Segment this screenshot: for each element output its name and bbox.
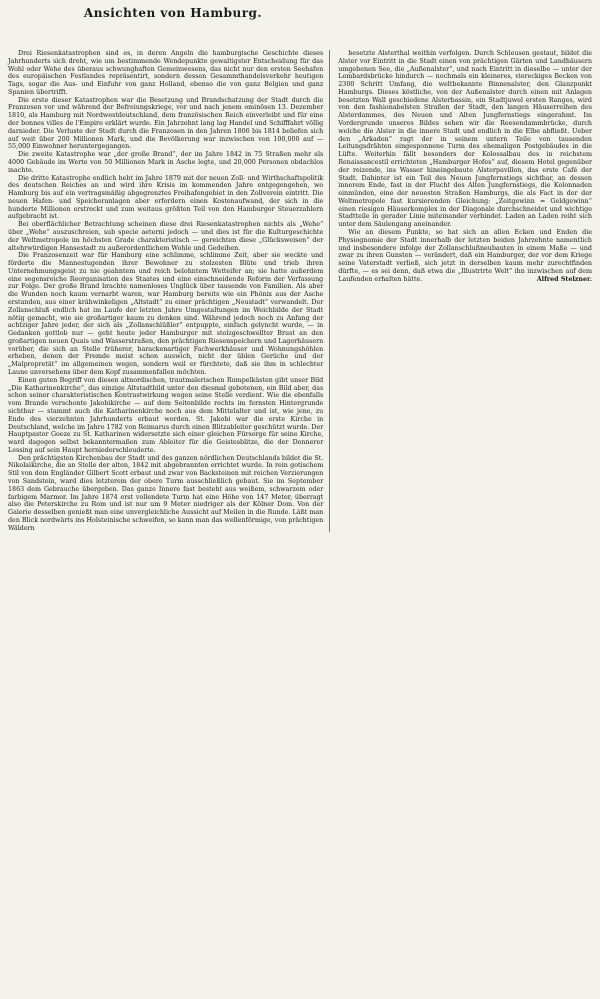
paragraph: Den prächtigsten Kirchenbau der Stadt und des ganzen nördlichen Deutschlands bildet die St. Nikolaikirche, die an Stelle der alten, 1842 mit abgebrannten errichtet wurde. In rein gotischem Stil von dem Engländer Gilbert Scott erbaut und zwar von Backsteinen mit reichen Verzierungen von Sandstein, ward dies letzterem der obere Turm ausschließlich gebaut. Sie im September 1863 dem Gebrauche übergeben. Das ganze Innere fast besteht aus weißem, schwarzem oder farbigem Marmor. Im Jahre 1874 erst vollendete Turm hat eine Höhe von 147 Meter, überragt also die Peterskirche zu Rom und ist nur um 9 Meter niedriger als der Kölner Dom. Von der Galerie desselben genießt man eine unvergleichliche Aussicht auf Meilen in die Runde. Läßt man den Blick nordwärts ins Holsteinische schweifen, so kann man das wellenförmige, von prächtigen Wäldern	[8, 454, 324, 532]
paragraph: Einen guten Begriff von diesen altnordischen, trautmalerischen Rumpelkästen gibt unser Bild „Die Katharinenkirche“, das einzige Altstadtbild unter den diesmal gebotenen, ein Bild aber, das schon seiner charakteristischen Kontrastwirkung wegen seine Stelle verdient. Wie die ebenfalls vom Brande verschonte Jakobikirche — auf dem Seitenbilde rechts im fernsten Hintergrunde sichtbar — stammt auch die Katharinenkirche noch aus dem Mittelalter und ist, wie jene, zu Ende des vierzehnten Jahrhunderts erbaut worden. St. Jakobi war die erste Kirche in Deutschland, welche im Jahre 1782 von Reimarus durch einen Blitzableiter geschützt wurde. Der Hauptpastor Goeze zu St. Katharinen widersetzte sich einer gleichen Fürsorge für seine Kirche, ward dagegen selbst bekanntermaßen zum Ableiter für die Geistesblitze, die der Donnerer Lessing auf sein Haupt herniederschleuderte.	[8, 376, 324, 454]
paragraph: Die erste dieser Katastrophen war die Besetzung und Brandschatzung der Stadt durch die Franzosen vor und während der Befreiungskriege, vor und nach jenem ominösen 13. Dezember 1810, als Hamburg mit Nordwestdeutschland, dem französischen Reich einverleibt und für eine der bonnes villes de l'Empire erklärt wurde. Ein Jahrzehnt lang lag Handel und Schifffahrt völlig darnieder. Die Verluste der Stadt durch die Franzosen in den Jahren 1806 bis 1814 beliefen sich auf weit über 200 Millionen Mark, und die Bevölkerung war inzwischen von 100,000 auf — 55,000 Einwohner heruntergegangen.	[8, 96, 324, 151]
paragraph: Die zweite Katastrophe war „der große Brand“, der im Jahre 1842 in 75 Straßen mehr als 4000 Gebäude im Werte von 50 Millionen Mark in Asche legte, und 20,000 Personen obdachlos machte.	[8, 151, 324, 174]
paragraph: Bei oberflächlicher Betrachtung scheinen diese drei Riesenkatastrophen nichts als „Wehe“ über „Wehe“ auszuschreien, sub specie aeterni jedoch — und dies ist für die Kulturgeschichte der Weltmetropole im höchsten Grade charakteristisch — gereichten diese „Glücksweisen“ der altehrwürdigen Hansestadt zu außerordentlichem Wohle und Gedeihen.	[8, 221, 324, 252]
author-signature: Alfred Stelzner.	[536, 275, 592, 283]
paragraph: Die Franzosenzeit war für Hamburg eine schlimme, schlimme Zeit, aber sie weckte und förderte die Mannestugenden ihrer Bewohner zu stolzesten Blüte und trieb ihren Unternehmungsgeist zu nie geahntem und reich belohntem Wetteifer an; sie hatte außerdem eine segensreiche Reorganisation des Staates und eine einschneidende Reform der Verfassung zur Folge. Der große Brand brachte namenloses Unglück über tausende von Familien. Als aber die Wunden noch kaum vernarbt waren, war Hamburg bereits wie ein Phönix aus der Asche erstanden, aus einer krähwinkeligen „Altstadt“ zu einer prächtigen „Neustadt“ verwandelt. Der Zollanschluß endlich hat im Laufe der letzten Jahre Umgestaltungen im Weichbilde der Stadt nötig gemacht, wie sie großartiger kaum zu denken sind. Während jedoch noch zu Anfang der achtziger Jahre jeder, der sich als „Zollanschlüßler“ entpuppte, einfach gelyncht wurde, — in Gedanken gottlob nur — geht heute jeder Hamburger mit stolzgeschwellter Brust an den großartigen neuen Quais und Wasserstraßen, den prächtigen Riesenspeichern und Lagerhäusern vorüber, die sich an Stelle früherer, barackenartiger Fachwerkhäuser und Wohnungshöhlen erheben, denen der Fremde meist schon auswich, nicht der üblen Gerüche und der „Malpropretät“ im allgemeinen wegen, sondern weil er fürchtete, daß sie ihm in schlechter Laune unversehens über dem Kopf zusammenfallen möchten.	[8, 252, 324, 377]
right-column	[338, 50, 592, 532]
paragraph: Wie an diesem Punkte, so hat sich an allen Ecken und Enden die Physiognomie der Stadt innerhalb der letzten beiden Jahrzehnte namentlich und insbesondere infolge der Zollanschlußneubauten in einem Maße — und zwar zu ihren Gunsten — verändert, daß ein Hamburger, der vor dem Kriege seine Vaterstadt verließ, sich jetzt in derselben kaum mehr zurechtfinden dürfte, — es sei denn, daß etwa die „Illustrirte Welt“ ihn inzwischen auf dem Laufenden erhalten hätte.	[338, 228, 592, 283]
article-columns	[8, 50, 592, 532]
article-title: Ansichten von Hamburg.	[83, 6, 263, 20]
paragraph: besetzte Alsterthal weithin verfolgen. Durch Schleusen gestaut, bildet die Alster vor Eintritt in die Stadt einen von prächtigen Gärten und Landhäusern umgebenen See, die „Außenalster“, und nach Eintritt in dieselbe — unter der Lombardsbrücke hindurch — nochmals ein kleineres, viereckiges Becken von 2300 Schritt Umfang, die weltbekannte Binnenalster, den Glanzpunkt Hamburgs. Dieses köstliche, von der Außenalster durch einen mit Anlagen besetzten Wall geschiedene Alsterbassin, ein Stadtjuwel ersten Ranges, wird von den fashionabelsten Straßen der Stadt, den langen Häuserreihen des Alsterdammes, des Neuen und Alten Jungfernstiegs eingerahmt. Im Vordergrunde unseres Bildes sehen wir die Reesendammbrücke, durch welche die Alster in die innere Stadt und endlich in die Elbe abfließt. Ueber den „Arkaden“ ragt der in seinem untern Teile von tausenden Leitungsdrähten eingesponnene Turm des ehemaligen Postgebäudes in die Lüfte. Weiterhin fällt besonders der Kolossalbau des in reichstem Renaissancestil errichteten „Hamburger Hofes“ auf, diesem Hotel gegenüber der reizende, ins Wasser hineingebaute Alsterpavillon, das erste Café der Stadt. Dahinter ist ein Teil des Neuen Jungfernstiegs sichtbar, an dessen innerem Ende, fast in der Flucht des Alten Jungfernstiegs, die Kolonnaden einmünden, eine der neuesten Straßen Hamburgs, die als Fact in der der Weltmetropole fast kursierenden Gleichung: „Zeitgewinn = Geldgewinn“ einen riesigen Häuserkomplex in der Diagonale durchschneidet und wichtige Stadtteile in gerader Linie miteinander verbindet. Laden an Laden reiht sich unter dem Säulengang aneinander.	[338, 50, 592, 229]
left-column	[8, 50, 330, 532]
paragraph: Die dritte Katastrophe endlich hebt im Jahre 1879 mit der neuen Zoll- und Wirthschaftspolitik des deutschen Reiches an und wird ihre Krisis im kommenden Jahre entgegengehen, wo Hamburg bis auf ein vertragsmäßig abgegrenztes Freihafengebiet in den Zollverein eintritt. Die neuen Hafen- und Speicheranlagen aber erfordern einen Kostenaufwand, der sich in die hunderte Millionen erstreckt und zum weitaus größten Teil von den Hamburger Steuerzahlern aufgebracht ist.	[8, 174, 324, 221]
paragraph: Drei Riesenkatastrophen sind es, in deren Angeln die hamburgische Geschichte dieses Jahrhunderts sich dreht, wie um bestimmende Wendepunkte gewaltigster Entscheidung für das Wohl oder Wehe des überaus schwunghaften Gemeinwesens, das nicht nur den ersten Seehafen des europäischen Festlandes repräsentirt, sondern dessen Gesammthandelsverkehr heutigen Tags, sogar die Aus- und Einfuhr von ganz Holland, ebenso die von ganz Belgien und ganz Spanien übertrifft.	[8, 50, 324, 96]
